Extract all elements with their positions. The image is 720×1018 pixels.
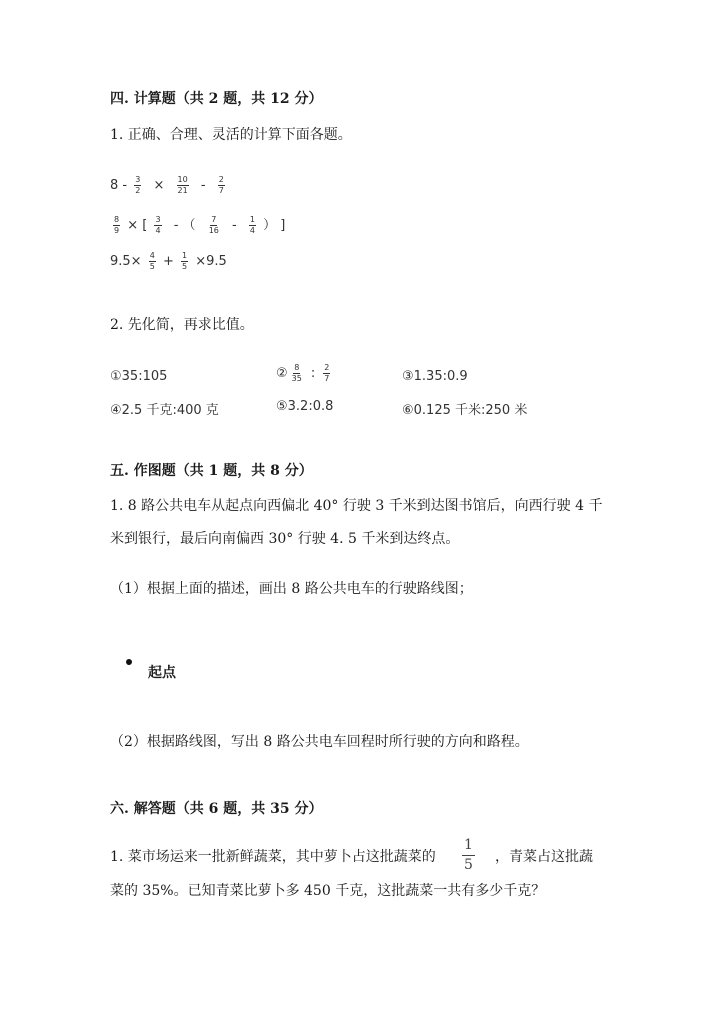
ratio-item-1: ①35:105 [110,369,168,384]
start-point-dot [126,659,132,665]
fraction: $\frac{7}{16}$ [208,215,219,235]
question-4-1-text: 1. 正确、合理、灵活的计算下面各题。 [110,127,352,143]
fraction: $\frac{8}{9}$ [114,215,120,235]
section-4-title: 四. 计算题（共 2 题，共 12 分） [110,91,323,107]
fraction: $\frac{10}{21}$ [177,175,188,195]
ratio-item-5: ⑤3.2:0.8 [276,399,334,414]
fraction: $\frac{1}{4}$ [249,215,255,235]
question-6-1-line-1-b: ，青菜占这批蔬 [495,849,593,865]
question-6-1-line-2: 菜的 35%。已知青菜比萝卜多 450 千克，这批蔬菜一共有多少千克？ [110,883,546,899]
fraction: $\frac{2}{7}$ [324,363,330,383]
expression-3: 9.5× $\frac{4}{5}$ + $\frac{1}{5}$ ×9.5 [110,251,227,271]
section-5-title: 五. 作图题（共 1 题，共 8 分） [110,463,313,479]
ratio-item-2: ② $\frac{8}{35}$ : $\frac{2}{7}$ [276,363,330,383]
expression-1: 8 - $\frac{3}{2}$ × $\frac{10}{21}$ - $\frac{2}{7}$ [110,175,224,195]
question-5-1-line-2: 米到银行，最后向南偏西 30° 行驶 4. 5 千米到达终点。 [110,531,460,547]
question-5-1-sub-2: （2）根据路线图，写出 8 路公共电车回程时所行驶的方向和路程。 [110,734,529,750]
start-point-label: 起点 [148,665,176,681]
fraction: $\frac{1}{5}$ [182,251,188,271]
expr1-term: 8 - [110,178,128,193]
question-5-1-sub-1: （1）根据上面的描述，画出 8 路公共电车的行驶路线图； [110,581,473,597]
fraction: $\frac{2}{7}$ [218,175,224,195]
ratio-item-3: ③1.35:0.9 [402,369,468,384]
fraction: $\frac{3}{2}$ [135,175,141,195]
ratio-item-4: ④2.5 千克:400 克 [110,403,219,418]
ratio-item-6: ⑥0.125 千米:250 米 [402,403,528,418]
question-4-2-text: 2. 先化简，再求比值。 [110,317,254,333]
fraction-one-fifth: $\frac{1}{5}$ [464,837,473,874]
expression-2: $\frac{8}{9}$ × [ $\frac{3}{4}$ - （ $\frac{7}{16}$ - $\frac{1}{4}$ ） ] [114,215,286,235]
fraction: $\frac{8}{35}$ [291,363,302,383]
fraction: $\frac{3}{4}$ [155,215,161,235]
fraction: $\frac{4}{5}$ [149,251,155,271]
section-6-title: 六. 解答题（共 6 题，共 35 分） [110,801,323,817]
question-5-1-line-1: 1. 8 路公共电车从起点向西偏北 40° 行驶 3 千米到达图书馆后，向西行驶 4 千 [110,498,603,514]
question-6-1-line-1-a: 1. 菜市场运来一批新鲜蔬菜，其中萝卜占这批蔬菜的 [110,849,436,865]
